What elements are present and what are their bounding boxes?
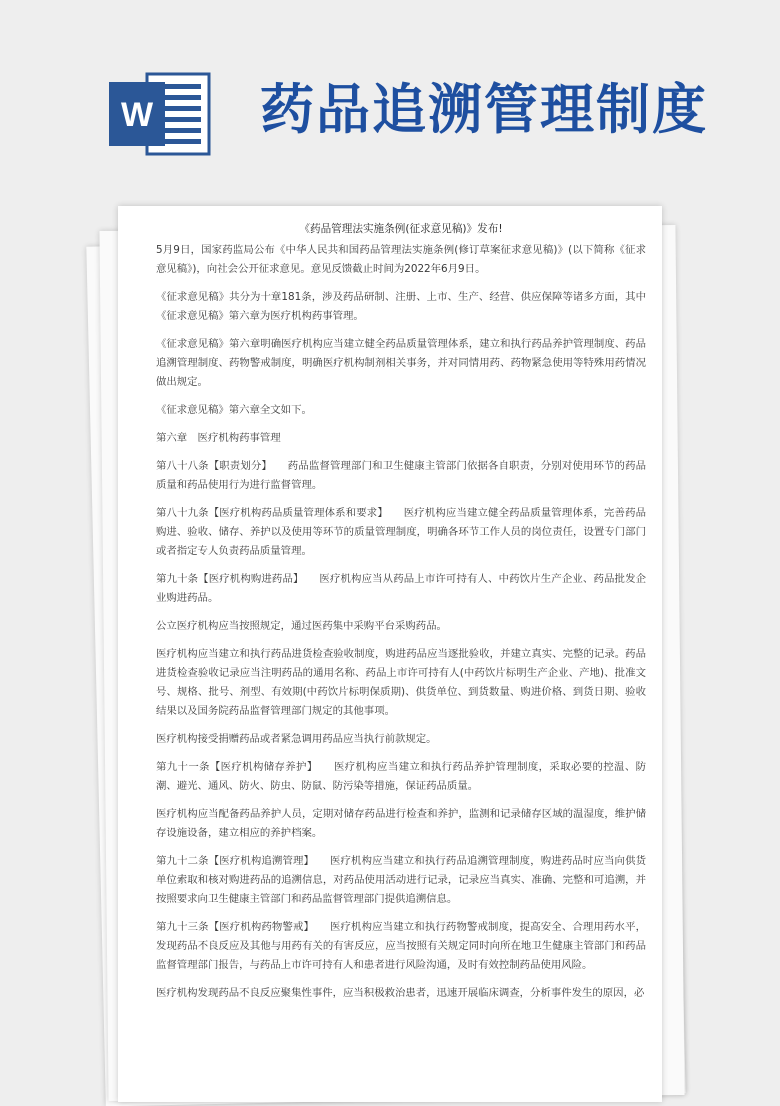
paragraph: 医疗机构应当建立和执行药品进货检查验收制度，购进药品应当逐批验收，并建立真实、完整的记录。药品进货检查验收记录应当注明药品的通用名称、药品上市许可持有人(中药饮片标明生产企业、产地)、批准文号、规格、批号、剂型、有效期(中药饮片标明保质期)、供货单位、到货数量、购进价格、到货日期、验收结果以及国务院药品监督管理部门规定的其他事项。 <box>156 648 646 717</box>
word-document-icon <box>107 68 211 160</box>
document-body <box>118 206 662 1003</box>
paragraph: 第八十九条【医疗机构药品质量管理体系和要求】 医疗机构应当建立健全药品质量管理体系，完善药品购进、验收、储存、养护以及使用等环节的质量管理制度，明确各环节工作人员的岗位责任，设置专门部门或者指定专人负责药品质量管理。 <box>156 507 646 557</box>
paragraph: 《征求意见稿》共分为十章181条，涉及药品研制、注册、上市、生产、经营、供应保障等诸多方面，其中《征求意见稿》第六章为医疗机构药事管理。 <box>156 291 646 322</box>
svg-text:W: W <box>120 96 154 134</box>
document-title: 《药品管理法实施条例(征求意见稿)》发布! <box>299 223 503 235</box>
paragraph: 第九十二条【医疗机构追溯管理】 医疗机构应当建立和执行药品追溯管理制度，购进药品时应当向供货单位索取和核对购进药品的追溯信息，对药品使用活动进行记录，记录应当真实、准确、完整和可追溯，并按照要求向卫生健康主管部门和药品监督管理部门提供追溯信息。 <box>156 855 646 905</box>
paragraph: 《征求意见稿》第六章明确医疗机构应当建立健全药品质量管理体系，建立和执行药品养护管理制度、药品追溯管理制度、药物警戒制度，明确医疗机构制剂相关事务，并对同情用药、药物紧急使用等特殊用药情况做出规定。 <box>156 338 646 388</box>
header <box>0 0 780 200</box>
paragraph: 《征求意见稿》第六章全文如下。 <box>156 404 312 416</box>
page-title: 药品追溯管理制度 <box>260 78 708 141</box>
paragraph: 5月9日，国家药监局公布《中华人民共和国药品管理法实施条例(修订草案征求意见稿)》(以下简称《征求意见稿》)，向社会公开征求意见。意见反馈截止时间为2022年6月9日。 <box>156 244 646 275</box>
paragraph: 医疗机构接受捐赠药品或者紧急调用药品应当执行前款规定。 <box>156 733 437 745</box>
paragraph: 第九十三条【医疗机构药物警戒】 医疗机构应当建立和执行药物警戒制度，提高安全、合理用药水平，发现药品不良反应及其他与用药有关的有害反应，应当按照有关规定同时向所在地卫生健康主管部门和药品监督管理部门报告，与药品上市许可持有人和患者进行风险沟通，及时有效控制药品使用风险。 <box>156 921 646 971</box>
chapter-heading: 第六章 医疗机构药事管理 <box>156 432 281 444</box>
paragraph: 医疗机构应当配备药品养护人员，定期对储存药品进行检查和养护，监测和记录储存区域的温湿度，维护储存设施设备，建立相应的养护档案。 <box>156 808 646 839</box>
paragraph: 第八十八条【职责划分】 药品监督管理部门和卫生健康主管部门依据各自职责，分别对使用环节的药品质量和药品使用行为进行监督管理。 <box>156 460 646 491</box>
paragraph: 第九十条【医疗机构购进药品】 医疗机构应当从药品上市许可持有人、中药饮片生产企业、药品批发企业购进药品。 <box>156 573 646 604</box>
document-page <box>118 206 662 1102</box>
paragraph: 医疗机构发现药品不良反应聚集性事件，应当积极救治患者，迅速开展临床调查，分析事件发生的原因，必 <box>156 987 645 999</box>
paragraph: 第九十一条【医疗机构储存养护】 医疗机构应当建立和执行药品养护管理制度，采取必要的控温、防潮、避光、通风、防火、防虫、防鼠、防污染等措施，保证药品质量。 <box>156 761 646 792</box>
paragraph: 公立医疗机构应当按照规定，通过医药集中采购平台采购药品。 <box>156 620 447 632</box>
